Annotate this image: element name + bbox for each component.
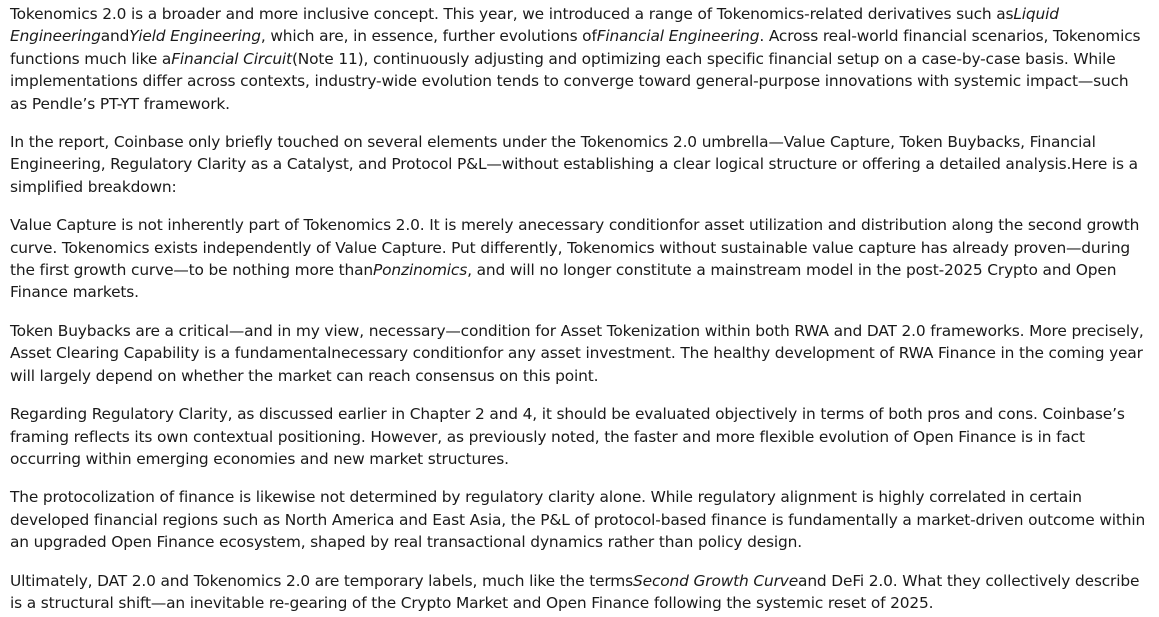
- paragraph-regulatory-clarity: [10, 403, 1150, 470]
- paragraph-conclusion: [10, 570, 1150, 615]
- text-span: , which are, in essence, further evolutions of: [260, 27, 597, 46]
- text-span: In the report, Coinbase only briefly touched on several elements under the Tokenomics 2.0 umbrella—Value Capture, Token Buybacks, Financial Engineering, Regulatory Clarity as a Catalyst, and Protocol P&L—without establishing a clear logical structure or offering a detailed analysis.Here is a simplified breakdown:: [10, 133, 1138, 196]
- paragraph-token-buybacks: [10, 320, 1150, 387]
- italic-term: Yield Engineering: [129, 27, 261, 46]
- text-span: Token Buybacks are a critical—and in my view, necessary—condition for Asset Tokenization within both RWA and DAT 2.0 frameworks. More precisely, Asset Clearing Capability is a fundamentalnecessary conditionfor any asset investment. The healthy development of RWA Finance in the coming year will largely depend on whether the market can reach consensus on this point.: [10, 321, 1144, 385]
- text-span: . Across real-world financial scenarios, Tokenomics functions much like a: [10, 27, 1141, 68]
- text-span: Ultimately, DAT 2.0 and Tokenomics 2.0 are temporary labels, much like the terms: [10, 571, 634, 590]
- text-span: Tokenomics 2.0 is a broader and more inclusive concept. This year, we introduced a range of Tokenomics-related derivatives such as: [10, 5, 1014, 23]
- text-span: and DeFi 2.0. What they collectively describe is a structural shift—an inevitable re-gearing of the Crypto Market and Open Finance following the systemic reset of 2025.: [10, 571, 1140, 612]
- paragraph-coinbase-report: [10, 131, 1150, 198]
- italic-term: Liquid Engineering: [10, 5, 1059, 46]
- text-span: Value Capture is not inherently part of Tokenomics 2.0. It is merely anecessary conditionfor asset utilization and distribution along the second growth curve. Tokenomics exists independently of Value Capture. Put differently, Tokenomics without sustainable value capture has already proven—during the first growth curve—to be nothing more than: [10, 216, 1140, 280]
- text-span: Regarding Regulatory Clarity, as discussed earlier in Chapter 2 and 4, it should be evaluated objectively in terms of both pros and cons. Coinbase’s framing reflects its own contextual positioning. However, as previously noted, the faster and more flexible evolution of Open Finance is in fact occurring within emerging economies and new market structures.: [10, 405, 1125, 468]
- document-body: [10, 3, 1150, 614]
- text-span: The protocolization of finance is likewise not determined by regulatory clarity alone. While regulatory alignment is highly correlated in certain developed financial regions such as North America and East Asia, the P&L of protocol-based finance is fundamentally a market-driven outcome within an upgraded Open Finance ecosystem, shaped by real transactional dynamics rather than policy design.: [10, 488, 1146, 552]
- paragraph-protocolization: [10, 486, 1150, 553]
- italic-term: Financial Engineering: [596, 27, 760, 46]
- italic-term: Financial Circuit: [171, 49, 292, 68]
- text-span: (Note 11), continuously adjusting and optimizing each specific financial setup on a case-by-case basis. While implementations differ across contexts, industry-wide evolution tends to converge toward general-purpose innovations with systemic impact—such as Pendle’s PT-YT framework.: [10, 49, 1129, 113]
- text-span: and: [100, 27, 130, 46]
- paragraph-tokenomics-intro: [10, 3, 1150, 115]
- paragraph-value-capture: [10, 214, 1150, 304]
- italic-term: Second Growth Curve: [633, 571, 799, 590]
- text-span: , and will no longer constitute a mainstream model in the post-2025 Crypto and Open Finance markets.: [10, 261, 1117, 302]
- italic-term: Ponzinomics: [373, 261, 468, 280]
